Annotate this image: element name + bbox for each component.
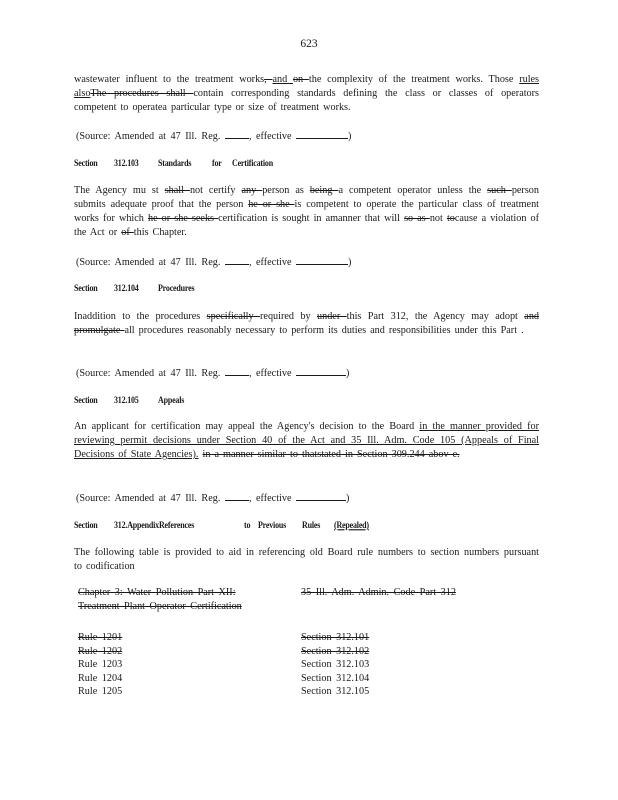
deleted-text: of xyxy=(121,227,134,238)
page-number: 623 xyxy=(300,38,318,50)
heading-word: Certification xyxy=(232,158,273,169)
heading-word: Procedures xyxy=(158,283,195,294)
deleted-text: being xyxy=(309,185,339,196)
table-cell: Rule 1202 xyxy=(78,645,123,657)
table-cell: Section 312.101 xyxy=(301,632,370,643)
blank-line xyxy=(296,255,348,265)
table-header-new-section: 35 Ill. Adm. Admin. Code Part 312 xyxy=(301,587,456,598)
text-run: contain corresponding standards defining the class or classes of operators competent to operatea particular type or size of treatment works. xyxy=(74,88,539,113)
text-run: not certify xyxy=(189,185,242,196)
source-effective: , effective xyxy=(248,493,292,504)
inserted-text: and xyxy=(272,74,293,85)
table-cell: Section 312.104 xyxy=(301,672,370,684)
section-heading-312-104 xyxy=(74,283,194,293)
text-run: required by xyxy=(260,311,318,322)
paragraph-continuation xyxy=(74,73,539,115)
source-suffix: ) xyxy=(348,257,352,268)
deleted-text: such xyxy=(487,185,512,196)
text-run: cause a violation of the Act or xyxy=(74,213,540,238)
heading-word: Section xyxy=(74,158,98,169)
source-note xyxy=(76,366,349,379)
appendix-intro xyxy=(74,546,539,574)
text-run: person as xyxy=(262,185,310,196)
source-effective: , effective xyxy=(248,257,292,268)
source-prefix: (Source: Amended at 47 Ill. Reg. xyxy=(76,257,221,268)
source-suffix: ) xyxy=(348,131,352,142)
deleted-text: he or she seeks xyxy=(147,213,219,224)
paragraph-312-104 xyxy=(74,310,539,338)
heading-word: 312.103 xyxy=(114,158,139,169)
section-heading-appendix xyxy=(74,520,392,530)
text-run: Inaddition to the procedures xyxy=(74,311,207,322)
table-header-old-rule: Chapter 3: Water Pollution Part XII: Treatment Plant Operator Certification xyxy=(78,587,242,612)
table-cell: Rule 1201 xyxy=(78,632,123,643)
text-run: a competent operator unless the xyxy=(338,185,488,196)
text-run: The following table is provided to aid in referencing old Board rule numbers to section numbers pursuant to codification xyxy=(74,547,539,572)
deleted-text: and promulgate xyxy=(74,311,540,336)
blank-line xyxy=(225,491,249,501)
blank-line xyxy=(296,366,346,376)
blank-line xyxy=(225,255,249,265)
deleted-text: he or she xyxy=(248,199,295,210)
heading-word: Standards xyxy=(158,158,192,169)
source-suffix: ) xyxy=(346,493,350,504)
heading-word: to xyxy=(244,520,251,531)
blank-line xyxy=(296,491,346,501)
blank-line xyxy=(296,129,348,139)
paragraph-312-105 xyxy=(74,420,539,462)
text-run: person submits adequate proof that the person xyxy=(74,185,539,210)
blank-line xyxy=(225,129,249,139)
paragraph-312-103 xyxy=(74,184,539,240)
text-run: wastewater influent to the treatment works xyxy=(74,74,265,85)
table-cell: Rule 1205 xyxy=(78,686,123,697)
source-prefix: (Source: Amended at 47 Ill. Reg. xyxy=(76,131,221,142)
deleted-text: specifically xyxy=(206,311,261,322)
source-prefix: (Source: Amended at 47 Ill. Reg. xyxy=(76,368,221,379)
deleted-text: under xyxy=(317,311,347,322)
source-note xyxy=(76,491,349,504)
heading-word: Rules xyxy=(302,520,321,531)
source-note xyxy=(76,129,351,142)
text-run: is competent to operate the particular class of treatment works for which xyxy=(74,199,540,224)
text-run: The Agency mu st xyxy=(74,185,165,196)
deleted-text: on xyxy=(292,74,309,85)
heading-word: Section xyxy=(74,283,98,294)
table-cell: Section 312.103 xyxy=(301,659,370,670)
deleted-text: shall xyxy=(164,185,190,196)
source-note xyxy=(76,255,351,268)
text-run: An applicant for certification may appeal the Agency's decision to the Board xyxy=(74,421,420,432)
table-cell: Section 312.102 xyxy=(301,645,370,657)
text-run: this Part 312, the Agency may adopt xyxy=(346,311,525,322)
inserted-text: rules also xyxy=(74,74,540,99)
heading-word: Previous xyxy=(258,520,287,531)
text-run: not xyxy=(429,213,447,224)
heading-word: (Repealed) xyxy=(334,520,369,531)
heading-word: Appeals xyxy=(158,395,185,406)
heading-word: 312.104 xyxy=(114,283,139,294)
deleted-text: The procedures shall xyxy=(90,88,194,99)
deleted-text: any xyxy=(241,185,263,196)
text-run: certification is sought in amanner that will xyxy=(218,213,405,224)
text-run: this Chapter. xyxy=(133,227,187,238)
text-run: the complexity of the treatment works. Those xyxy=(308,74,520,85)
source-effective: , effective xyxy=(248,131,292,142)
inserted-text: in the manner provided for reviewing permit decisions under Section 40 of the Act and 35 Ill. Adm. Code 105 (Appeals of Final Decisions of State Agencies). xyxy=(74,421,539,460)
source-effective: , effective xyxy=(248,368,292,379)
source-prefix: (Source: Amended at 47 Ill. Reg. xyxy=(76,493,221,504)
table-column-new-sections xyxy=(301,631,369,699)
heading-word: 312.105 xyxy=(114,395,139,406)
section-heading-312-105 xyxy=(74,395,184,405)
table-cell: Rule 1204 xyxy=(78,672,123,684)
table-cell: Section 312.105 xyxy=(301,686,370,697)
section-heading-312-103 xyxy=(74,158,273,168)
source-suffix: ) xyxy=(346,368,350,379)
deleted-text: to xyxy=(446,213,455,224)
heading-word: Section xyxy=(74,520,98,531)
table-column-old-rules xyxy=(78,631,122,699)
deleted-text: so as xyxy=(404,213,430,224)
deleted-text: in a manner similar to thatstated in Section 309.244 abov e. xyxy=(202,449,460,460)
text-run: all procedures reasonably necessary to perform its duties and responsibilities under this Part . xyxy=(124,325,524,336)
heading-word: for xyxy=(212,158,222,169)
deleted-text: , xyxy=(264,74,273,85)
heading-word: Section xyxy=(74,395,98,406)
table-cell: Rule 1203 xyxy=(78,659,123,670)
blank-line xyxy=(225,366,249,376)
heading-word: 312.AppendixReferences xyxy=(114,520,195,531)
